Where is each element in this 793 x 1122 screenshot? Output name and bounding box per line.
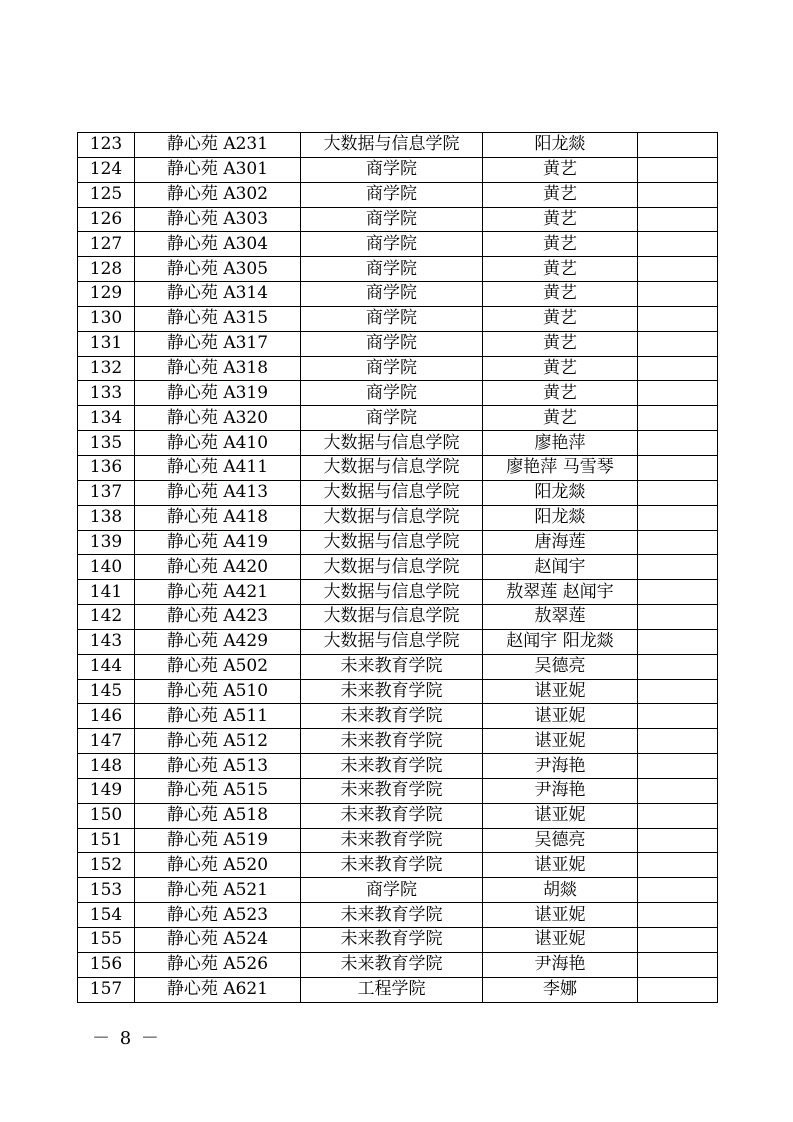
college-cell: 商学院 [301, 232, 483, 257]
remarks-cell [638, 878, 718, 903]
remarks-cell [638, 580, 718, 605]
room-cell: 静心苑 A410 [135, 431, 301, 456]
person-in-charge-cell: 阳龙燚 [483, 505, 638, 530]
row-number-cell: 154 [78, 903, 135, 928]
college-cell: 商学院 [301, 381, 483, 406]
table-row [78, 828, 718, 853]
row-number-cell: 146 [78, 704, 135, 729]
room-cell: 静心苑 A519 [135, 828, 301, 853]
college-cell: 未来教育学院 [301, 729, 483, 754]
table-row [78, 580, 718, 605]
college-cell: 工程学院 [301, 977, 483, 1002]
college-cell: 大数据与信息学院 [301, 431, 483, 456]
room-cell: 静心苑 A302 [135, 182, 301, 207]
room-cell: 静心苑 A526 [135, 952, 301, 977]
remarks-cell [638, 853, 718, 878]
person-in-charge-cell: 阳龙燚 [483, 480, 638, 505]
row-number-cell: 155 [78, 928, 135, 953]
room-cell: 静心苑 A320 [135, 406, 301, 431]
remarks-cell [638, 828, 718, 853]
person-in-charge-cell: 谌亚妮 [483, 704, 638, 729]
table-row [78, 754, 718, 779]
person-in-charge-cell: 李娜 [483, 977, 638, 1002]
person-in-charge-cell: 廖艳萍 马雪琴 [483, 455, 638, 480]
room-cell: 静心苑 A513 [135, 754, 301, 779]
person-in-charge-cell: 敖翠莲 [483, 605, 638, 630]
row-number-cell: 149 [78, 778, 135, 803]
row-number-cell: 138 [78, 505, 135, 530]
remarks-cell [638, 928, 718, 953]
college-cell: 大数据与信息学院 [301, 580, 483, 605]
college-cell: 未来教育学院 [301, 903, 483, 928]
row-number-cell: 136 [78, 455, 135, 480]
row-number-cell: 134 [78, 406, 135, 431]
person-in-charge-cell: 唐海莲 [483, 530, 638, 555]
row-number-cell: 124 [78, 157, 135, 182]
person-in-charge-cell: 黄艺 [483, 257, 638, 282]
room-cell: 静心苑 A421 [135, 580, 301, 605]
person-in-charge-cell: 吴德亮 [483, 828, 638, 853]
table-row [78, 306, 718, 331]
row-number-cell: 131 [78, 331, 135, 356]
row-number-cell: 132 [78, 356, 135, 381]
row-number-cell: 140 [78, 555, 135, 580]
remarks-cell [638, 903, 718, 928]
table-row [78, 778, 718, 803]
room-cell: 静心苑 A423 [135, 605, 301, 630]
college-cell: 商学院 [301, 406, 483, 431]
remarks-cell [638, 455, 718, 480]
college-cell: 未来教育学院 [301, 828, 483, 853]
row-number-cell: 142 [78, 605, 135, 630]
table-row [78, 356, 718, 381]
college-cell: 未来教育学院 [301, 928, 483, 953]
remarks-cell [638, 505, 718, 530]
college-cell: 大数据与信息学院 [301, 629, 483, 654]
row-number-cell: 144 [78, 654, 135, 679]
remarks-cell [638, 133, 718, 158]
table-row [78, 679, 718, 704]
room-cell: 静心苑 A303 [135, 207, 301, 232]
row-number-cell: 157 [78, 977, 135, 1002]
college-cell: 商学院 [301, 306, 483, 331]
table-row [78, 282, 718, 307]
table-row [78, 928, 718, 953]
row-number-cell: 125 [78, 182, 135, 207]
college-cell: 未来教育学院 [301, 654, 483, 679]
college-cell: 大数据与信息学院 [301, 455, 483, 480]
person-in-charge-cell: 黄艺 [483, 356, 638, 381]
row-number-cell: 135 [78, 431, 135, 456]
remarks-cell [638, 952, 718, 977]
row-number-cell: 145 [78, 679, 135, 704]
room-cell: 静心苑 A518 [135, 803, 301, 828]
room-cell: 静心苑 A510 [135, 679, 301, 704]
table-row [78, 878, 718, 903]
remarks-cell [638, 605, 718, 630]
table-row [78, 629, 718, 654]
table-row [78, 257, 718, 282]
person-in-charge-cell: 黄艺 [483, 232, 638, 257]
person-in-charge-cell: 黄艺 [483, 306, 638, 331]
college-cell: 大数据与信息学院 [301, 530, 483, 555]
college-cell: 大数据与信息学院 [301, 480, 483, 505]
college-cell: 未来教育学院 [301, 754, 483, 779]
room-cell: 静心苑 A515 [135, 778, 301, 803]
remarks-cell [638, 406, 718, 431]
college-cell: 商学院 [301, 257, 483, 282]
college-cell: 未来教育学院 [301, 853, 483, 878]
table-row [78, 381, 718, 406]
college-cell: 未来教育学院 [301, 704, 483, 729]
person-in-charge-cell: 敖翠莲 赵闻宇 [483, 580, 638, 605]
table-row [78, 654, 718, 679]
table-row [78, 133, 718, 158]
person-in-charge-cell: 廖艳萍 [483, 431, 638, 456]
row-number-cell: 129 [78, 282, 135, 307]
room-cell: 静心苑 A520 [135, 853, 301, 878]
remarks-cell [638, 729, 718, 754]
remarks-cell [638, 356, 718, 381]
person-in-charge-cell: 谌亚妮 [483, 903, 638, 928]
row-number-cell: 151 [78, 828, 135, 853]
room-cell: 静心苑 A418 [135, 505, 301, 530]
remarks-cell [638, 381, 718, 406]
person-in-charge-cell: 赵闻宇 阳龙燚 [483, 629, 638, 654]
college-cell: 商学院 [301, 356, 483, 381]
remarks-cell [638, 679, 718, 704]
person-in-charge-cell: 谌亚妮 [483, 729, 638, 754]
row-number-cell: 156 [78, 952, 135, 977]
row-number-cell: 148 [78, 754, 135, 779]
row-number-cell: 130 [78, 306, 135, 331]
person-in-charge-cell: 黄艺 [483, 282, 638, 307]
remarks-cell [638, 530, 718, 555]
row-number-cell: 147 [78, 729, 135, 754]
room-cell: 静心苑 A231 [135, 133, 301, 158]
row-number-cell: 133 [78, 381, 135, 406]
remarks-cell [638, 207, 718, 232]
table-row [78, 480, 718, 505]
college-cell: 商学院 [301, 282, 483, 307]
table-row [78, 232, 718, 257]
room-cell: 静心苑 A319 [135, 381, 301, 406]
room-cell: 静心苑 A413 [135, 480, 301, 505]
college-cell: 大数据与信息学院 [301, 133, 483, 158]
room-cell: 静心苑 A512 [135, 729, 301, 754]
person-in-charge-cell: 胡燚 [483, 878, 638, 903]
remarks-cell [638, 754, 718, 779]
room-cell: 静心苑 A621 [135, 977, 301, 1002]
college-cell: 商学院 [301, 157, 483, 182]
room-cell: 静心苑 A305 [135, 257, 301, 282]
college-cell: 大数据与信息学院 [301, 555, 483, 580]
person-in-charge-cell: 吴德亮 [483, 654, 638, 679]
table-row [78, 431, 718, 456]
room-cell: 静心苑 A317 [135, 331, 301, 356]
table-row [78, 729, 718, 754]
person-in-charge-cell: 尹海艳 [483, 952, 638, 977]
room-cell: 静心苑 A318 [135, 356, 301, 381]
row-number-cell: 141 [78, 580, 135, 605]
table-row [78, 207, 718, 232]
row-number-cell: 137 [78, 480, 135, 505]
table-row [78, 406, 718, 431]
remarks-cell [638, 257, 718, 282]
college-cell: 商学院 [301, 182, 483, 207]
page-number: － 8 － [92, 1028, 161, 1049]
table-row [78, 803, 718, 828]
person-in-charge-cell: 谌亚妮 [483, 928, 638, 953]
dormitory-assignment-table [77, 132, 718, 1003]
table-row [78, 704, 718, 729]
table-row [78, 530, 718, 555]
remarks-cell [638, 629, 718, 654]
college-cell: 大数据与信息学院 [301, 505, 483, 530]
person-in-charge-cell: 黄艺 [483, 381, 638, 406]
room-cell: 静心苑 A511 [135, 704, 301, 729]
remarks-cell [638, 977, 718, 1002]
college-cell: 未来教育学院 [301, 778, 483, 803]
person-in-charge-cell: 谌亚妮 [483, 853, 638, 878]
person-in-charge-cell: 阳龙燚 [483, 133, 638, 158]
remarks-cell [638, 654, 718, 679]
table-row [78, 605, 718, 630]
college-cell: 商学院 [301, 878, 483, 903]
college-cell: 未来教育学院 [301, 952, 483, 977]
row-number-cell: 128 [78, 257, 135, 282]
table-row [78, 977, 718, 1002]
table-row [78, 903, 718, 928]
person-in-charge-cell: 黄艺 [483, 182, 638, 207]
room-cell: 静心苑 A429 [135, 629, 301, 654]
table-row [78, 555, 718, 580]
person-in-charge-cell: 谌亚妮 [483, 679, 638, 704]
room-cell: 静心苑 A521 [135, 878, 301, 903]
table-row [78, 853, 718, 878]
row-number-cell: 143 [78, 629, 135, 654]
college-cell: 未来教育学院 [301, 803, 483, 828]
table-row [78, 455, 718, 480]
room-cell: 静心苑 A314 [135, 282, 301, 307]
table-row [78, 157, 718, 182]
remarks-cell [638, 803, 718, 828]
remarks-cell [638, 232, 718, 257]
row-number-cell: 127 [78, 232, 135, 257]
person-in-charge-cell: 尹海艳 [483, 778, 638, 803]
table-row [78, 505, 718, 530]
room-cell: 静心苑 A315 [135, 306, 301, 331]
college-cell: 未来教育学院 [301, 679, 483, 704]
row-number-cell: 152 [78, 853, 135, 878]
person-in-charge-cell: 黄艺 [483, 331, 638, 356]
remarks-cell [638, 306, 718, 331]
row-number-cell: 139 [78, 530, 135, 555]
remarks-cell [638, 157, 718, 182]
room-cell: 静心苑 A523 [135, 903, 301, 928]
remarks-cell [638, 431, 718, 456]
college-cell: 商学院 [301, 207, 483, 232]
row-number-cell: 123 [78, 133, 135, 158]
table-row [78, 331, 718, 356]
room-cell: 静心苑 A301 [135, 157, 301, 182]
person-in-charge-cell: 尹海艳 [483, 754, 638, 779]
college-cell: 商学院 [301, 331, 483, 356]
college-cell: 大数据与信息学院 [301, 605, 483, 630]
table-row [78, 182, 718, 207]
table-row [78, 952, 718, 977]
row-number-cell: 150 [78, 803, 135, 828]
room-cell: 静心苑 A420 [135, 555, 301, 580]
remarks-cell [638, 282, 718, 307]
person-in-charge-cell: 赵闻宇 [483, 555, 638, 580]
table-body [78, 133, 718, 1003]
person-in-charge-cell: 谌亚妮 [483, 803, 638, 828]
row-number-cell: 126 [78, 207, 135, 232]
room-cell: 静心苑 A502 [135, 654, 301, 679]
room-cell: 静心苑 A411 [135, 455, 301, 480]
row-number-cell: 153 [78, 878, 135, 903]
remarks-cell [638, 778, 718, 803]
person-in-charge-cell: 黄艺 [483, 157, 638, 182]
person-in-charge-cell: 黄艺 [483, 406, 638, 431]
person-in-charge-cell: 黄艺 [483, 207, 638, 232]
room-cell: 静心苑 A304 [135, 232, 301, 257]
remarks-cell [638, 182, 718, 207]
remarks-cell [638, 704, 718, 729]
remarks-cell [638, 480, 718, 505]
remarks-cell [638, 331, 718, 356]
remarks-cell [638, 555, 718, 580]
room-cell: 静心苑 A524 [135, 928, 301, 953]
room-cell: 静心苑 A419 [135, 530, 301, 555]
